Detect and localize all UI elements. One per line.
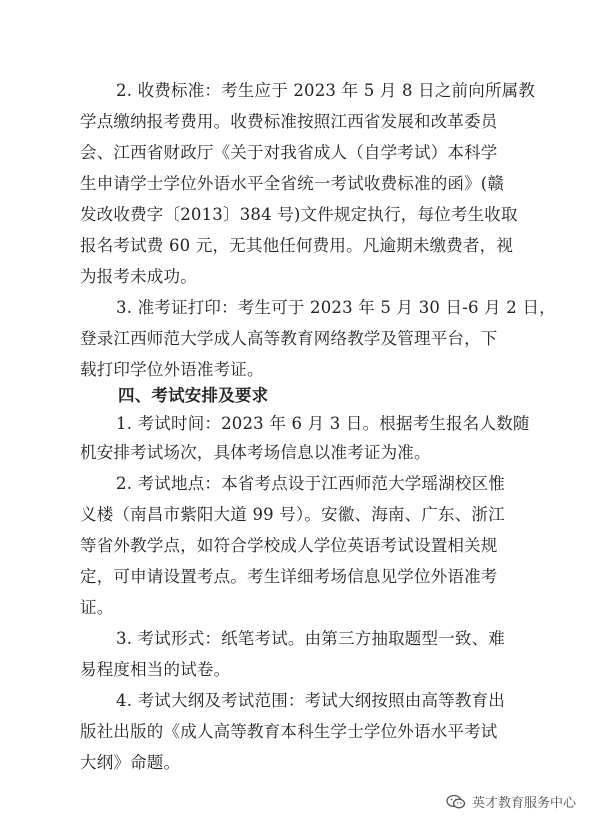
- paragraph-line: 4. 考试大纲及考试范围：考试大纲按照由高等教育出: [116, 691, 505, 710]
- paragraph-line: 易程度相当的试卷。: [80, 660, 231, 679]
- paragraph-line: 版社出版的《成人高等教育本科生学士学位外语水平考试: [80, 722, 498, 741]
- paragraph-line: 证。: [80, 598, 114, 617]
- paragraph-line: 定，可申请设置考点。考生详细考场信息见学位外语准考: [80, 567, 498, 586]
- watermark-text: 英才教育服务中心: [471, 796, 576, 811]
- paragraph-line: 等省外教学点，如符合学校成人学位英语考试设置相关规: [80, 536, 498, 555]
- paragraph-line: 报名考试费 60 元，无其他任何费用。凡逾期未缴费者，视: [80, 236, 514, 255]
- paragraph-line: 发改收费字〔2013〕384 号)文件规定执行，每位考生收取: [80, 205, 518, 224]
- section-heading: 四、考试安排及要求: [118, 386, 269, 405]
- paragraph-line: 义楼（南昌市紫阳大道 99 号）。安徽、海南、广东、浙江: [80, 505, 505, 524]
- paragraph-line: 生申请学士学位外语水平全省统一考试收费标准的函》(赣: [80, 174, 505, 193]
- wechat-icon: [446, 794, 466, 810]
- paragraph-line: 载打印学位外语准考证。: [80, 360, 264, 379]
- paragraph-line: 学点缴纳报考费用。收费标准按照江西省发展和改革委员: [80, 112, 498, 131]
- paragraph-line: 2. 收费标准：考生应于 2023 年 5 月 8 日之前向所属教: [116, 81, 536, 100]
- paragraph-line: 2. 考试地点：本省考点设于江西师范大学瑶湖校区惟: [116, 474, 505, 493]
- paragraph-line: 3. 考试形式：纸笔考试。由第三方抽取题型一致、难: [116, 629, 505, 648]
- paragraph-line: 3. 准考证打印：考生可于 2023 年 5 月 30 日-6 月 2 日，: [116, 298, 556, 317]
- paragraph-line: 为报考未成功。: [80, 267, 197, 286]
- paragraph-line: 机安排考试场次，具体考场信息以准考证为准。: [80, 443, 431, 462]
- paragraph-line: 登录江西师范大学成人高等教育网络教学及管理平台，下: [80, 329, 498, 348]
- paragraph-line: 1. 考试时间：2023 年 6 月 3 日。根据考生报名人数随: [116, 414, 530, 433]
- wechat-watermark: [446, 792, 576, 811]
- paragraph-line: 大纲》命题。: [80, 753, 181, 772]
- paragraph-line: 会、江西省财政厅《关于对我省成人（自学考试）本科学: [80, 143, 498, 162]
